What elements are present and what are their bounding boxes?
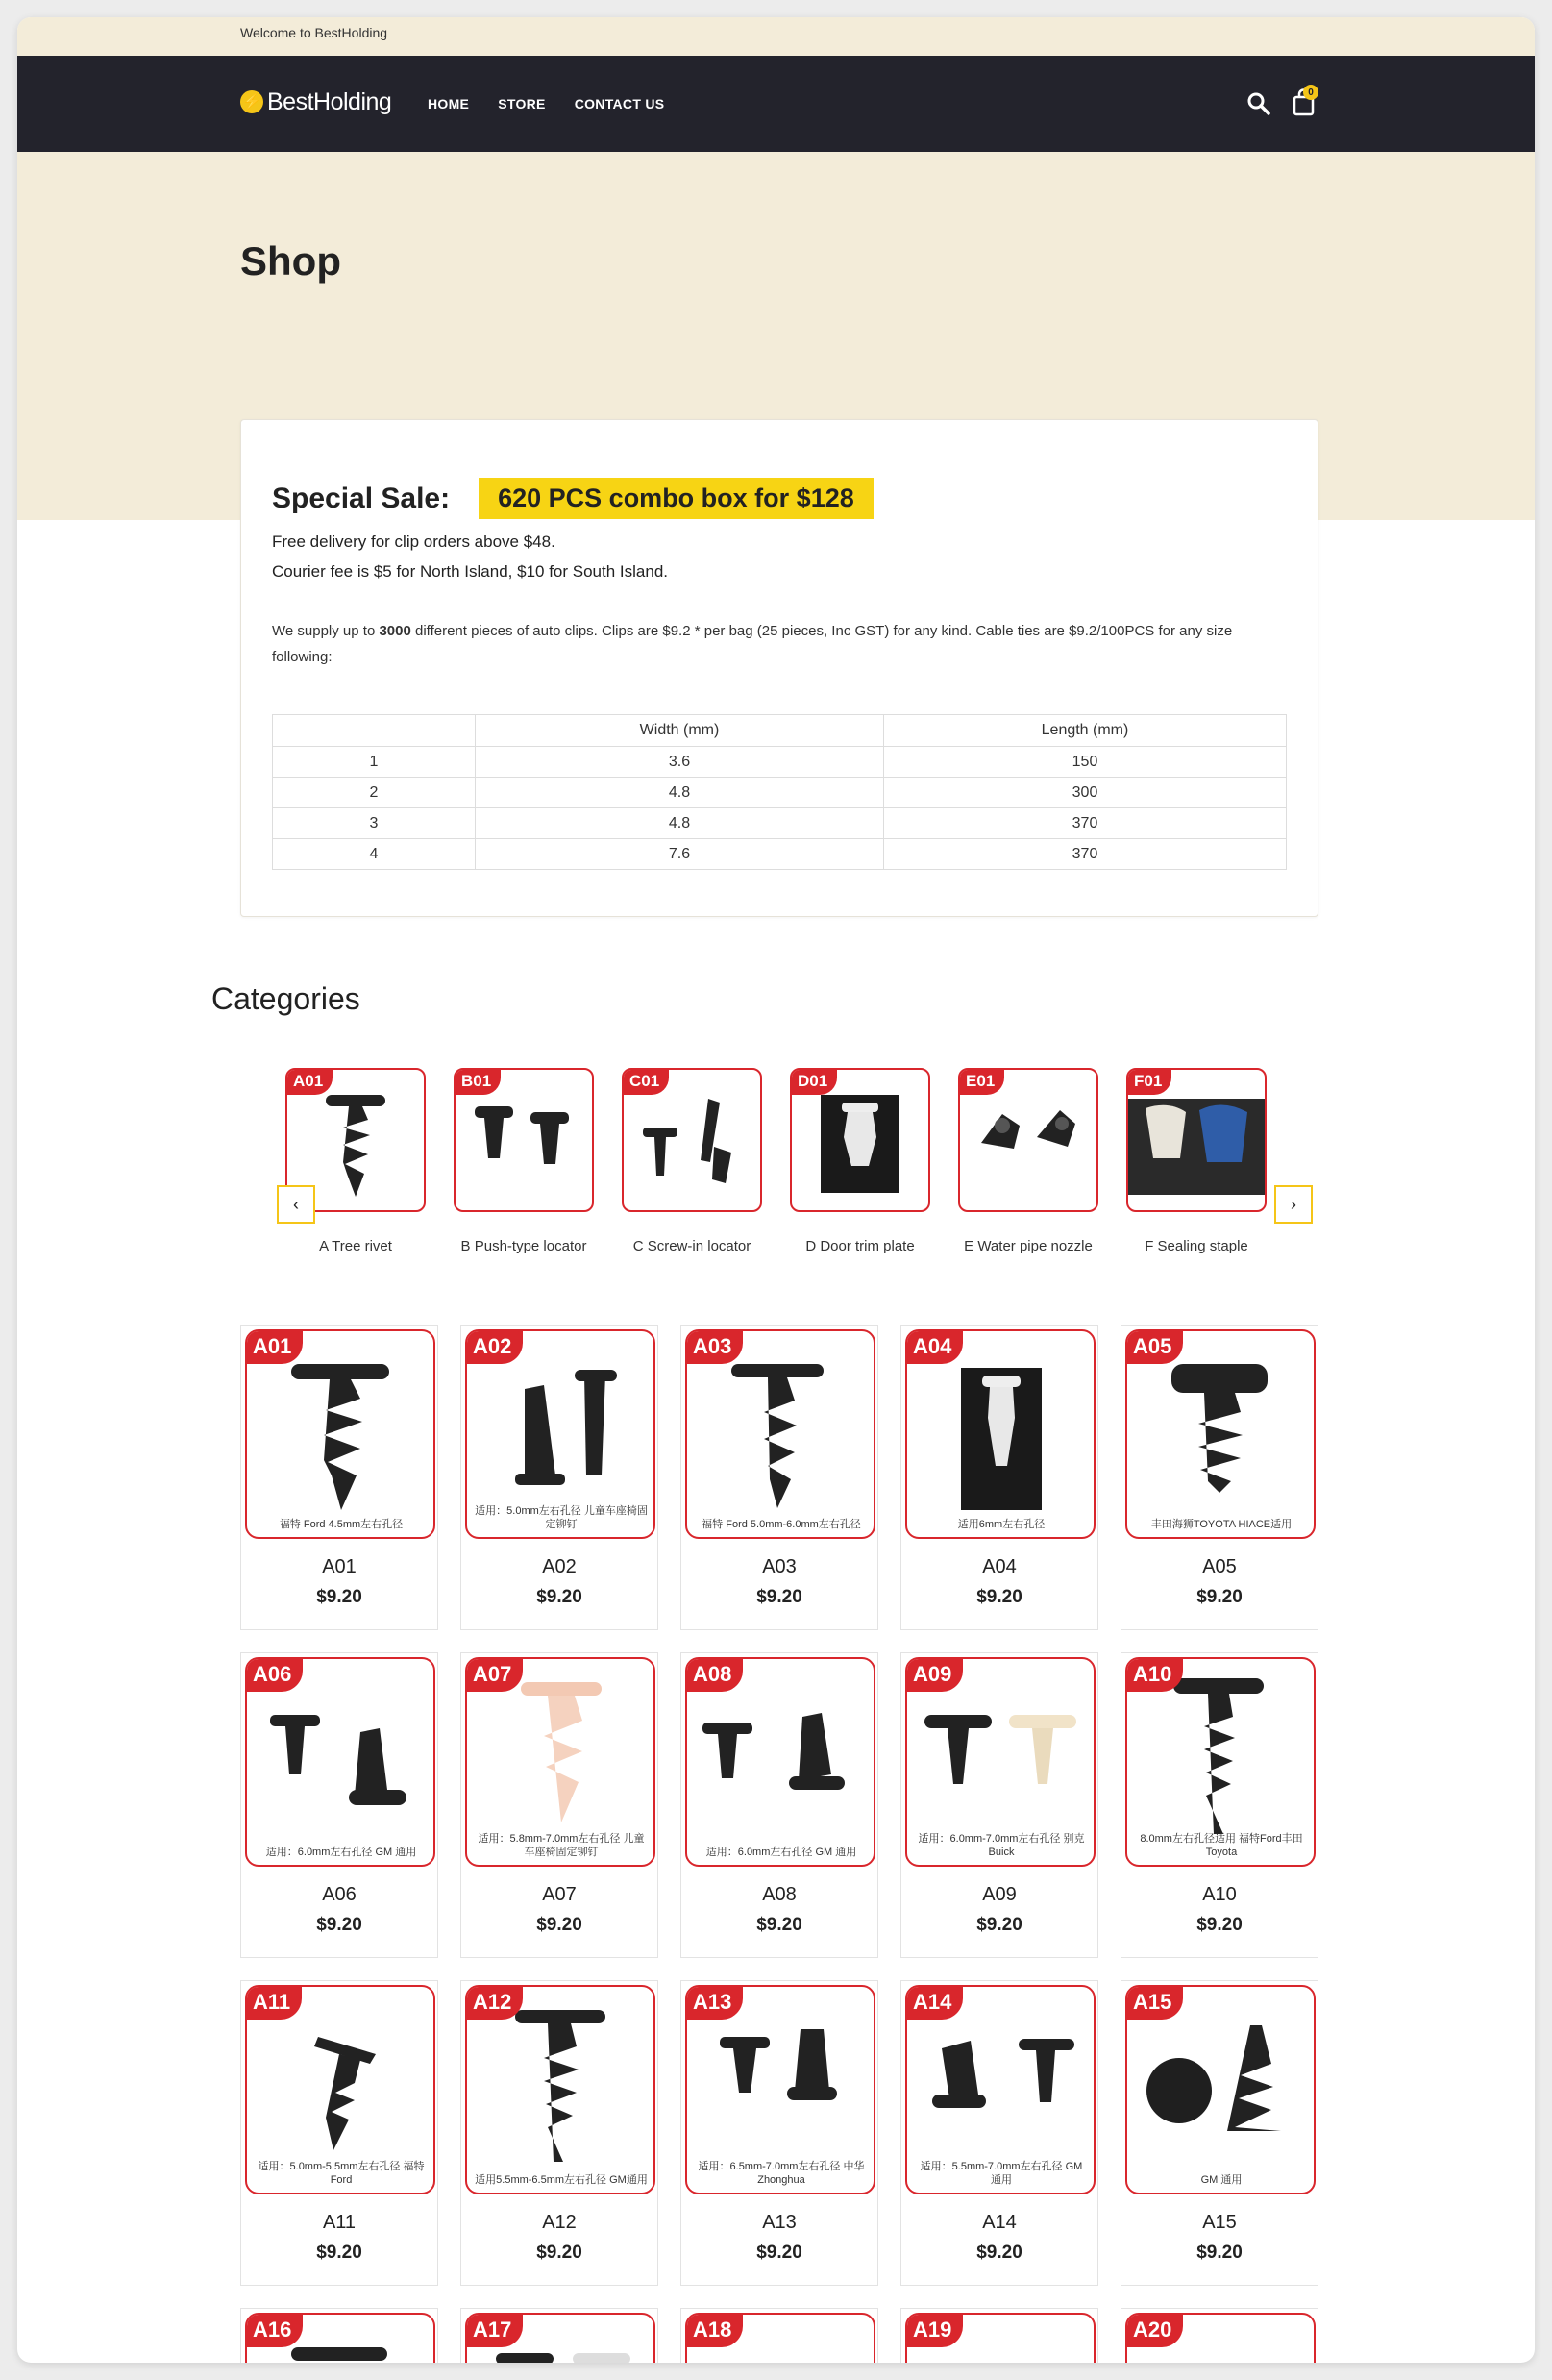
table-header-cell [273,715,476,747]
product-card[interactable] [680,1325,878,1630]
product-image [1125,1657,1316,1867]
product-code-badge: A13 [687,1987,743,2020]
product-price: $9.20 [756,1915,802,1935]
product-name: A15 [1202,2212,1237,2233]
product-card[interactable] [240,2308,438,2363]
category-thumbnail [622,1068,762,1212]
table-row [273,747,1287,778]
sale-highlight: 620 PCS combo box for $128 [479,478,874,519]
special-sale-card [240,419,1318,917]
product-card[interactable] [460,2308,658,2363]
product-code-badge: A04 [907,1331,963,1364]
product-code-badge: A12 [467,1987,523,2020]
category-item[interactable] [279,1068,432,1258]
category-item[interactable] [447,1068,601,1258]
product-caption: GM 通用 [1200,2174,1243,2186]
category-code: D01 [792,1070,837,1095]
product-name: A02 [542,1556,577,1577]
supply-text [272,618,1291,670]
table-row [273,839,1287,870]
product-caption: 适用：5.0mm左右孔径 儿童车座椅固定铆钉 [475,1505,648,1530]
nav-item-home[interactable]: HOME [428,96,470,112]
table-cell: 370 [884,808,1287,839]
product-card[interactable] [680,1652,878,1958]
product-name: A11 [322,2212,357,2233]
category-thumbnail [958,1068,1098,1212]
product-caption: 适用：5.5mm-7.0mm左右孔径 GM 通用 [920,2161,1083,2186]
product-price: $9.20 [756,2243,802,2263]
product-price: $9.20 [536,1915,582,1935]
table-cell: 4.8 [476,808,884,839]
product-name: A03 [762,1556,797,1577]
table-cell: 4 [273,839,476,870]
category-name: E Water pipe nozzle [964,1238,1093,1254]
delivery-note: Free delivery for clip orders above $48. [272,533,555,551]
product-image [245,1657,435,1867]
product-code-badge: A19 [907,2315,963,2347]
product-name: A06 [322,1884,357,1905]
category-item[interactable] [783,1068,937,1258]
product-card[interactable] [1121,1652,1318,1958]
product-card[interactable] [900,1980,1098,2286]
product-card[interactable] [240,1325,438,1630]
product-image [245,2313,435,2363]
product-image [465,1657,655,1867]
product-code-badge: A08 [687,1659,743,1692]
cart-count-badge: 0 [1303,85,1318,100]
table-cell: 3.6 [476,747,884,778]
product-price: $9.20 [976,2243,1022,2263]
table-header-cell: Length (mm) [884,715,1287,747]
product-image [905,1329,1096,1539]
product-image [685,1329,875,1539]
browser-page [17,17,1535,2363]
product-name: A08 [762,1884,797,1905]
product-image [465,2313,655,2363]
product-caption: 8.0mm左右孔径适用 福特Ford丰田Toyota [1140,1833,1303,1858]
product-image [905,2313,1096,2363]
product-name: A10 [1202,1884,1237,1905]
sale-label: Special Sale: [272,482,451,514]
table-row [273,808,1287,839]
product-image [685,1985,875,2194]
product-name: A04 [982,1556,1017,1577]
category-code: C01 [624,1070,669,1095]
category-name: D Door trim plate [805,1238,915,1254]
table-cell: 150 [884,747,1287,778]
product-card[interactable] [460,1652,658,1958]
product-name: A09 [982,1884,1017,1905]
category-carousel [279,1068,1307,1289]
product-code-badge: A01 [247,1331,303,1364]
product-name: A05 [1202,1556,1237,1577]
category-thumbnail [790,1068,930,1212]
logo-text: BestHolding [267,87,392,115]
product-image [1125,1985,1316,2194]
categories-title: Categories [211,981,360,1016]
product-caption: 福特 Ford 5.0mm-6.0mm左右孔径 [702,1519,861,1530]
product-card[interactable] [460,1325,658,1630]
product-price: $9.20 [976,1587,1022,1607]
product-name: A01 [322,1556,357,1577]
product-card[interactable] [1121,1325,1318,1630]
cable-tie-table [272,714,1287,870]
table-header-cell: Width (mm) [476,715,884,747]
nav-menu [428,96,693,112]
product-name: A07 [542,1884,577,1905]
product-code-badge: A02 [467,1331,523,1364]
category-name: F Sealing staple [1145,1238,1248,1254]
supply-suffix: different pieces of auto clips. Clips are $9.2 * per bag (25 pieces, Inc GST) for any kind. Cable ties are $9.2/100PCS for any size following: [272,623,1233,665]
product-price: $9.20 [756,1587,802,1607]
table-cell: 370 [884,839,1287,870]
product-caption: 适用6mm左右孔径 [957,1519,1046,1530]
product-code-badge: A10 [1127,1659,1183,1692]
logo[interactable] [240,83,391,121]
product-image [685,2313,875,2363]
product-image [465,1329,655,1539]
table-header-row [273,715,1287,747]
table-cell: 300 [884,778,1287,808]
product-price: $9.20 [536,1587,582,1607]
product-price: $9.20 [1196,1915,1243,1935]
product-card[interactable] [460,1980,658,2286]
chevron-left-icon[interactable]: ‹ [277,1185,315,1224]
product-caption: 适用：6.5mm-7.0mm左右孔径 中华Zhonghua [698,2161,865,2186]
product-caption: 适用：6.0mm左右孔径 GM 通用 [265,1847,417,1858]
category-thumbnail [1126,1068,1267,1212]
product-code-badge: A07 [467,1659,523,1692]
product-image [245,1985,435,2194]
category-code: F01 [1128,1070,1171,1095]
product-code-badge: A05 [1127,1331,1183,1364]
category-item[interactable] [615,1068,769,1258]
product-image [1125,1329,1316,1539]
page-title: Shop [240,238,341,284]
product-code-badge: A03 [687,1331,743,1364]
category-name: A Tree rivet [319,1238,392,1254]
category-thumbnail [454,1068,594,1212]
product-image [245,1329,435,1539]
product-caption: 适用5.5mm-6.5mm左右孔径 GM通用 [475,2174,648,2186]
sale-heading [272,478,874,519]
product-price: $9.20 [976,1915,1022,1935]
product-code-badge: A06 [247,1659,303,1692]
chevron-right-icon[interactable]: › [1274,1185,1313,1224]
product-image [1125,2313,1316,2363]
table-row [273,778,1287,808]
product-price: $9.20 [1196,2243,1243,2263]
product-name: A12 [542,2212,577,2233]
product-card[interactable] [240,1652,438,1958]
category-item[interactable] [1120,1068,1273,1258]
product-price: $9.20 [536,2243,582,2263]
product-caption: 福特 Ford 4.5mm左右孔径 [279,1519,404,1530]
supply-count: 3000 [379,623,411,639]
product-code-badge: A20 [1127,2315,1183,2347]
table-cell: 2 [273,778,476,808]
table-cell: 1 [273,747,476,778]
product-image [465,1985,655,2194]
product-card[interactable] [1121,1980,1318,2286]
supply-prefix: We supply up to [272,623,380,639]
product-image [905,1657,1096,1867]
category-name: B Push-type locator [460,1238,587,1254]
logo-mark-icon: ⚡ [240,90,263,113]
search-icon[interactable] [1245,90,1272,117]
category-code: E01 [960,1070,1004,1095]
product-price: $9.20 [316,2243,362,2263]
product-caption: 适用：5.0mm-5.5mm左右孔径 福特Ford [258,2161,425,2186]
product-name: A13 [762,2212,797,2233]
category-name: C Screw-in locator [632,1238,751,1254]
product-price: $9.20 [1196,1587,1243,1607]
product-code-badge: A17 [467,2315,523,2347]
product-code-badge: A09 [907,1659,963,1692]
table-cell: 7.6 [476,839,884,870]
product-code-badge: A16 [247,2315,303,2347]
nav-item-store[interactable]: STORE [498,96,546,112]
nav-item-contact[interactable]: CONTACT US [574,96,665,112]
table-cell: 3 [273,808,476,839]
product-caption: 适用：5.8mm-7.0mm左右孔径 儿童车座椅固定铆钉 [478,1833,645,1858]
courier-note: Courier fee is $5 for North Island, $10 for South Island. [272,562,669,581]
product-card[interactable] [1121,2308,1318,2363]
category-code: A01 [287,1070,333,1095]
product-code-badge: A11 [247,1987,302,2020]
product-code-badge: A14 [907,1987,963,2020]
top-bar [17,17,1535,56]
product-caption: 适用：6.0mm-7.0mm左右孔径 别克 Buick [918,1833,1085,1858]
product-code-badge: A18 [687,2315,743,2347]
product-card[interactable] [680,2308,878,2363]
product-caption: 丰田海狮TOYOTA HIACE适用 [1150,1519,1293,1530]
main-nav [17,56,1535,152]
product-card[interactable] [680,1980,878,2286]
product-caption: 适用：6.0mm左右孔径 GM 通用 [705,1847,857,1858]
product-image [685,1657,875,1867]
product-card[interactable] [240,1980,438,2286]
product-price: $9.20 [316,1915,362,1935]
table-cell: 4.8 [476,778,884,808]
product-card[interactable] [900,1652,1098,1958]
product-name: A14 [982,2212,1017,2233]
welcome-text: Welcome to BestHolding [240,25,388,40]
product-card[interactable] [900,2308,1098,2363]
category-item[interactable] [951,1068,1105,1258]
product-image [905,1985,1096,2194]
product-card[interactable] [900,1325,1098,1630]
product-code-badge: A15 [1127,1987,1183,2020]
category-code: B01 [456,1070,501,1095]
product-price: $9.20 [316,1587,362,1607]
